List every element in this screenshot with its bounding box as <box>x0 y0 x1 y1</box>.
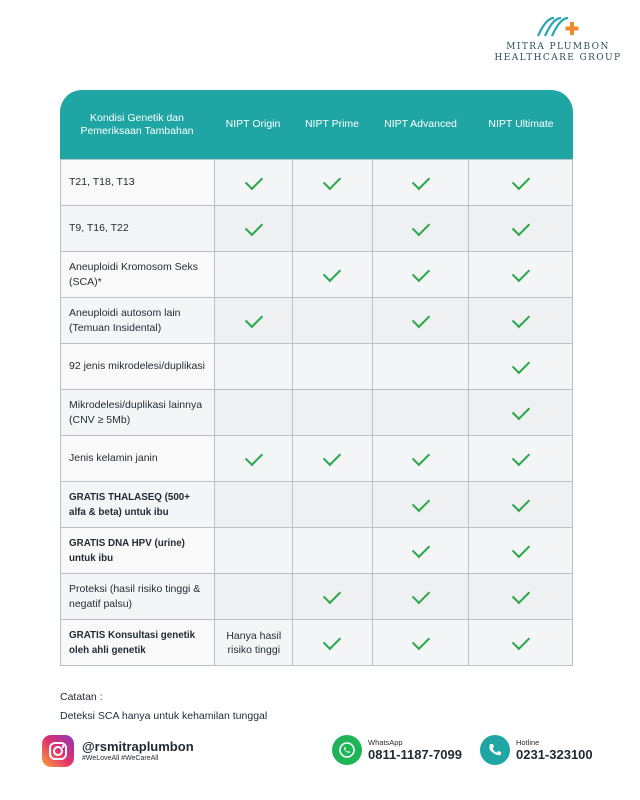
whatsapp-link[interactable] <box>332 735 462 765</box>
table-row <box>61 251 572 297</box>
checkmark-icon <box>511 171 529 189</box>
header-nipt-origin: NIPT Origin <box>225 118 281 130</box>
whatsapp-label: WhatsApp <box>368 738 403 747</box>
row-label: Proteksi (hasil risiko tinggi & negatif palsu) <box>69 582 201 610</box>
checkmark-icon <box>411 171 429 189</box>
logo-mark-icon <box>532 14 584 40</box>
instagram-icon <box>42 735 74 767</box>
table-row <box>61 573 572 619</box>
checkmark-icon <box>511 631 529 649</box>
whatsapp-number: 0811-1187-7099 <box>368 747 462 762</box>
checkmark-icon <box>411 539 429 557</box>
table-row <box>61 619 572 665</box>
instagram-tags: #WeLoveAll #WeCareAll <box>82 755 159 762</box>
table-row <box>61 527 572 573</box>
checkmark-icon <box>511 539 529 557</box>
checkmark-icon <box>511 263 529 281</box>
checkmark-icon <box>511 585 529 603</box>
row-label: GRATIS DNA HPV (urine) untuk ibu <box>69 537 185 564</box>
hotline-label: Hotline <box>516 738 540 747</box>
row-label: Mikrodelesi/duplikasi lainnya (CNV ≥ 5Mb) <box>69 398 203 426</box>
header-condition: Kondisi Genetik dan Pemeriksaan Tambahan <box>80 111 194 137</box>
checkmark-icon <box>411 631 429 649</box>
checkmark-icon <box>411 447 429 465</box>
row-label: T21, T18, T13 <box>69 176 135 188</box>
row-label: T9, T16, T22 <box>69 222 129 234</box>
notes <box>60 688 267 726</box>
checkmark-icon <box>245 217 263 235</box>
brand-logo <box>488 14 628 64</box>
row-label: 92 jenis mikrodelesi/duplikasi <box>69 360 205 372</box>
comparison-table <box>60 90 573 666</box>
checkmark-icon <box>323 171 341 189</box>
notes-text: Deteksi SCA hanya untuk kehamilan tunggal <box>60 710 268 722</box>
checkmark-icon <box>411 309 429 327</box>
checkmark-icon <box>511 493 529 511</box>
checkmark-icon <box>411 217 429 235</box>
checkmark-icon <box>245 447 263 465</box>
phone-icon <box>480 735 510 765</box>
header-nipt-ultimate: NIPT Ultimate <box>488 118 554 130</box>
checkmark-icon <box>511 401 529 419</box>
table-row <box>61 481 572 527</box>
checkmark-icon <box>245 171 263 189</box>
hotline-link[interactable] <box>480 735 593 765</box>
origin-note: Hanya hasil risiko tinggi <box>226 629 282 656</box>
row-label: Aneuploidi autosom lain (Temuan Insidental) <box>69 306 181 334</box>
checkmark-icon <box>411 263 429 281</box>
logo-line-1: MITRA PLUMBON <box>506 42 610 52</box>
table-row <box>61 435 572 481</box>
header-nipt-prime: NIPT Prime <box>304 118 360 130</box>
table-row <box>61 205 572 251</box>
table-row <box>61 159 572 205</box>
checkmark-icon <box>511 217 529 235</box>
table-body <box>60 159 573 666</box>
checkmark-icon <box>511 447 529 465</box>
checkmark-icon <box>511 309 529 327</box>
checkmark-icon <box>323 631 341 649</box>
checkmark-icon <box>511 355 529 373</box>
checkmark-icon <box>411 585 429 603</box>
checkmark-icon <box>323 263 341 281</box>
checkmark-icon <box>323 585 341 603</box>
row-label: Aneuploidi Kromosom Seks (SCA)* <box>69 260 198 288</box>
whatsapp-icon <box>332 735 362 765</box>
header-nipt-advanced: NIPT Advanced <box>384 118 457 130</box>
hotline-number: 0231-323100 <box>516 747 593 762</box>
table-row <box>61 297 572 343</box>
checkmark-icon <box>323 447 341 465</box>
table-row <box>61 343 572 389</box>
notes-title: Catatan : <box>60 691 103 703</box>
row-label: Jenis kelamin janin <box>69 452 158 464</box>
instagram-handle: @rsmitraplumbon <box>82 739 194 754</box>
row-label: GRATIS Konsultasi genetik oleh ahli genetik <box>69 629 196 656</box>
instagram-link[interactable] <box>42 735 194 767</box>
checkmark-icon <box>411 493 429 511</box>
table-header <box>60 90 573 159</box>
logo-line-2: HEALTHCARE GROUP <box>494 53 622 63</box>
table-row <box>61 389 572 435</box>
footer <box>0 735 640 775</box>
row-label: GRATIS THALASEQ (500+ alfa & beta) untuk ibu <box>69 491 190 518</box>
checkmark-icon <box>245 309 263 327</box>
